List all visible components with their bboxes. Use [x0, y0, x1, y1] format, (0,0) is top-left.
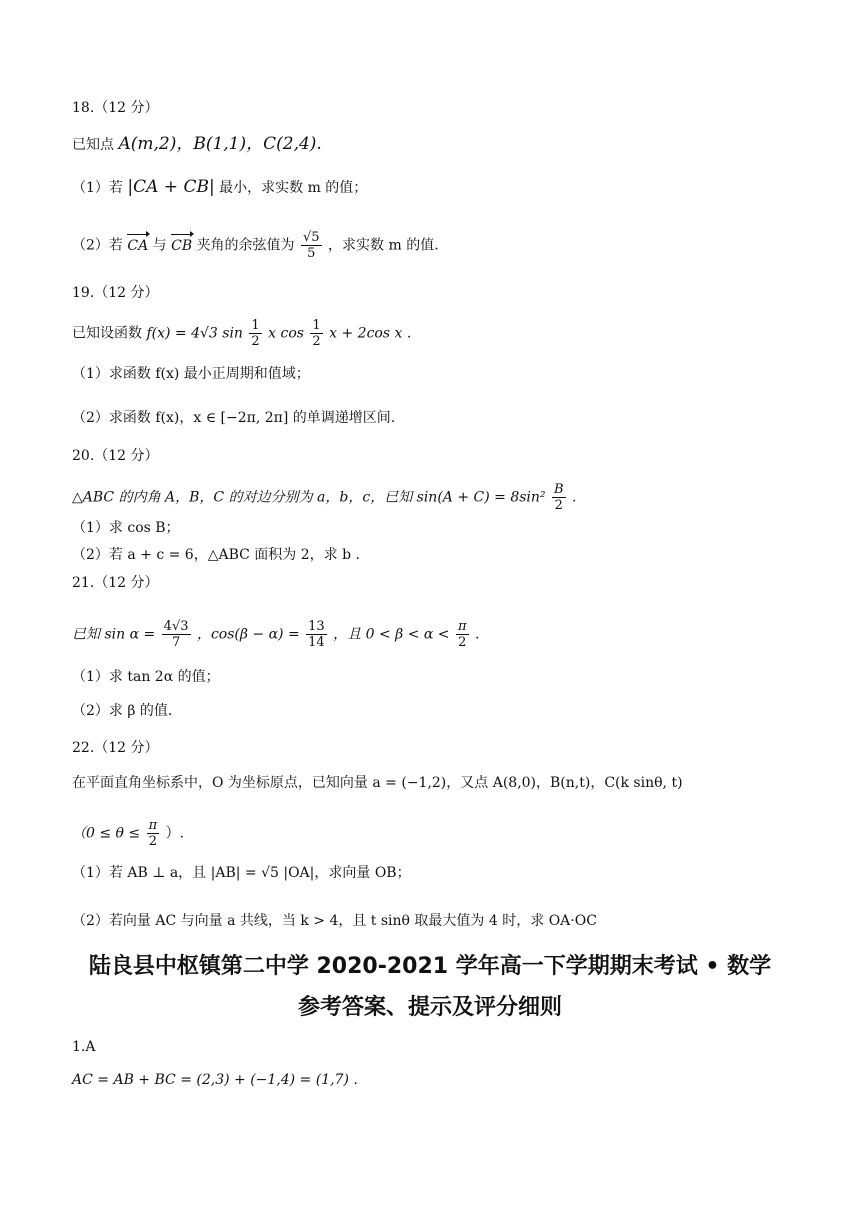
q22-heading: 22.（12 分） — [72, 740, 159, 756]
q22-part1: （1）若 AB ⊥ a，且 |AB| = √5 |OA|，求向量 OB； — [72, 865, 411, 881]
q18-p2-mid: 与 — [152, 237, 167, 254]
q20-stem-fraction-den: 2 — [554, 498, 563, 513]
q21-part2: （2）求 β 的值. — [72, 703, 173, 719]
q19-half-1 — [249, 318, 261, 349]
q18-p2-fraction-den: 5 — [307, 246, 316, 261]
q19-stem-math1: f(x) = 4√3 sin — [146, 325, 243, 342]
q18-p2-fraction-num: √5 — [303, 230, 320, 245]
q21-pi-den: 2 — [458, 635, 467, 650]
q19-half-1-den: 2 — [251, 334, 260, 349]
q21-heading: 21.（12 分） — [72, 575, 159, 591]
q20-part1: （1）求 cos B； — [72, 520, 180, 536]
q21-cos-fraction — [306, 619, 327, 650]
q18-stem — [72, 134, 322, 155]
q21-pi-num: π — [457, 619, 467, 634]
q19-half-2-den: 2 — [312, 334, 321, 349]
q22-part2: （2）若向量 AC 与向量 a 共线，当 k > 4，且 t sinθ 取最大值为 4 时，求 OA·OC — [72, 913, 597, 929]
q22-cond-num: π — [148, 818, 158, 833]
q21-sin-fraction — [162, 619, 191, 650]
q18-part1 — [72, 177, 367, 198]
q22-cond-post: ）. — [165, 825, 185, 842]
q18-p2-vector-cb: CB — [171, 237, 193, 254]
q18-p2-mid2: 夹角的余弦值为 — [196, 237, 295, 254]
q21-pi-fraction — [456, 619, 469, 650]
q20-stem-fraction — [552, 482, 566, 513]
q18-stem-points: A(m,2)，B(1,1)，C(2,4). — [118, 134, 322, 154]
q18-p2-pre: （2）若 — [72, 237, 123, 254]
q21-stem-pre: 已知 sin α = — [72, 626, 156, 643]
q22-cond-den: 2 — [148, 834, 158, 849]
q21-stem — [72, 619, 479, 650]
q18-heading: 18.（12 分） — [72, 100, 159, 116]
q21-stem-end: . — [474, 626, 480, 643]
q21-sin-num: 4√3 — [163, 619, 189, 634]
q21-cos-num: 13 — [308, 619, 325, 634]
q19-stem — [72, 318, 411, 349]
q20-stem — [72, 482, 576, 513]
q21-stem-mid: ，cos(β − α) = — [196, 626, 300, 643]
q20-stem-end: . — [572, 489, 577, 506]
answer-title: 陆良县中枢镇第二中学 2020-2021 学年高一下学期期末考试 • 数学 — [88, 954, 772, 979]
q19-part1: （1）求函数 f(x) 最小正周期和值域； — [72, 366, 310, 382]
q19-part2: （2）求函数 f(x)，x ∈ [−2π, 2π] 的单调递增区间. — [72, 410, 396, 426]
answer-1-body: AC = AB + BC = (2,3) + (−1,4) = (1,7) . — [72, 1072, 358, 1088]
answer-1-heading: 1.A — [72, 1039, 96, 1055]
q18-p1-vector-sum: |CA + CB| — [127, 177, 215, 197]
q19-stem-math2: x cos — [268, 325, 304, 342]
q19-stem-math3: x + 2cos x . — [329, 325, 412, 342]
q18-p2-fraction — [301, 230, 322, 261]
q21-cos-den: 14 — [308, 635, 325, 650]
q20-part2: （2）若 a + c = 6，△ABC 面积为 2，求 b . — [72, 547, 360, 563]
q18-p1-post: 最小，求实数 m 的值； — [219, 180, 368, 196]
q22-condition — [72, 818, 184, 849]
q21-stem-mid2: ，且 0 < β < α < — [333, 626, 450, 643]
q20-stem-text: △ABC 的内角 A，B，C 的对边分别为 a，b，c，已知 sin(A + C) = 8sin² — [72, 489, 546, 506]
q20-heading: 20.（12 分） — [72, 448, 159, 464]
q21-sin-den: 7 — [171, 635, 181, 650]
q22-cond-pre: （0 ≤ θ ≤ — [72, 825, 141, 842]
q19-stem-pre: 已知设函数 — [72, 325, 142, 342]
q19-half-1-num: 1 — [251, 318, 260, 333]
q19-heading: 19.（12 分） — [72, 285, 159, 301]
q21-part1: （1）求 tan 2α 的值； — [72, 669, 220, 685]
q19-half-2 — [310, 318, 322, 349]
q19-half-2-num: 1 — [312, 318, 321, 333]
q18-p2-post: ，求实数 m 的值. — [328, 237, 439, 254]
q18-stem-pre: 已知点 — [72, 137, 114, 153]
q18-p2-vector-ca: CA — [127, 237, 149, 254]
q22-stem: 在平面直角坐标系中，O 为坐标原点，已知向量 a = (−1,2)，又点 A(8,0)，B(n,t)，C(k sinθ, t) — [72, 775, 683, 791]
q18-part2 — [72, 230, 439, 261]
q22-cond-fraction — [147, 818, 160, 849]
q18-p1-pre: （1）若 — [72, 180, 123, 196]
answer-subtitle: 参考答案、提示及评分细则 — [297, 995, 562, 1020]
q20-stem-fraction-num: B — [553, 482, 564, 497]
